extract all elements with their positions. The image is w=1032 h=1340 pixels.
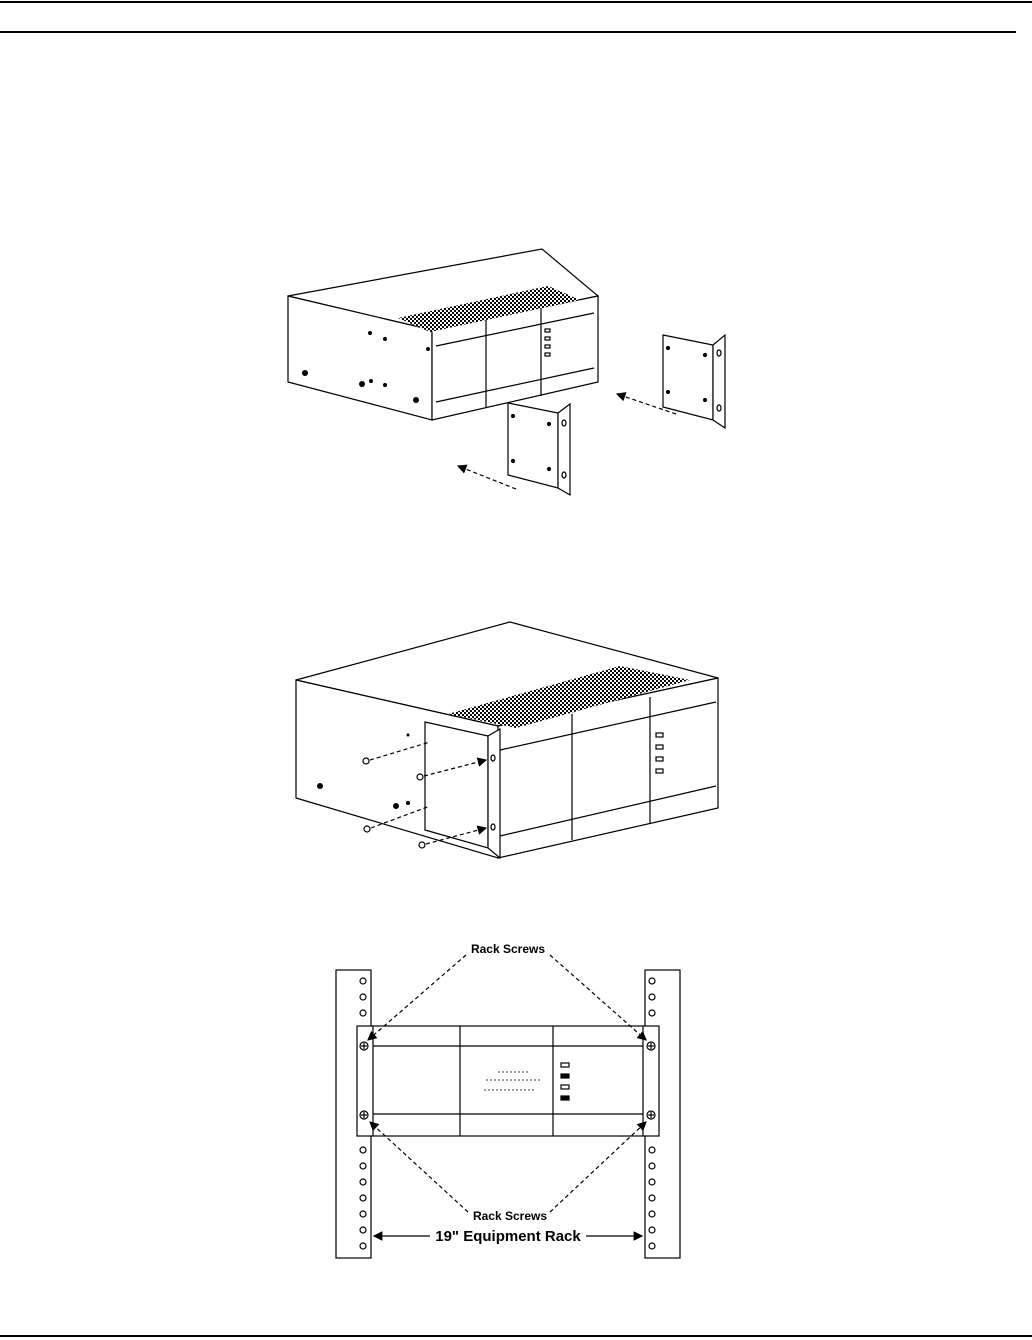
label-rack-screws-top: Rack Screws bbox=[470, 942, 546, 956]
label-rack-screws-bottom: Rack Screws bbox=[472, 1209, 548, 1223]
rack-bracket-left bbox=[508, 403, 570, 495]
rack-bracket-right bbox=[663, 335, 725, 428]
figure-bracket-removal bbox=[288, 249, 725, 495]
unit-front-panel bbox=[357, 1026, 659, 1136]
label-equipment-rack: 19" Equipment Rack bbox=[435, 1228, 581, 1245]
arrow-left bbox=[458, 466, 516, 489]
figure-bracket-attach bbox=[296, 622, 718, 858]
